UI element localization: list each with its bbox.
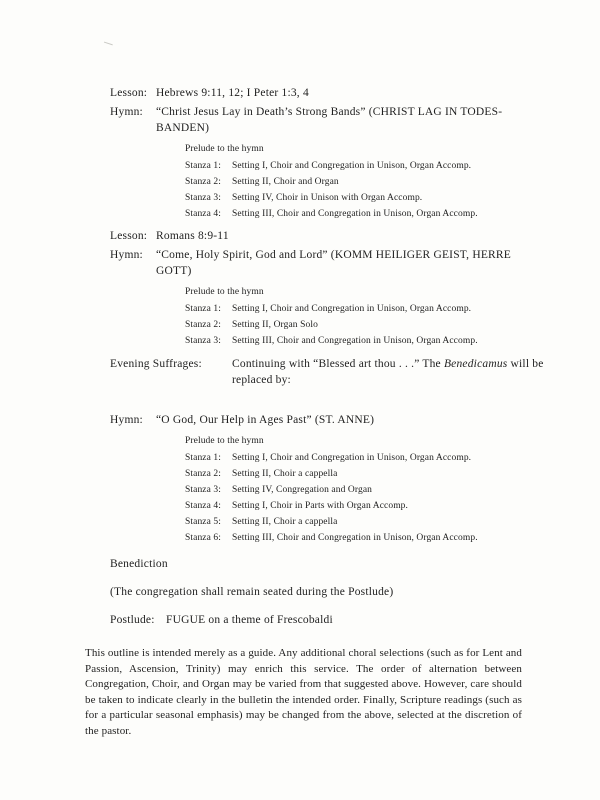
stanza-label: Stanza 4: bbox=[185, 501, 221, 511]
stanza-row bbox=[185, 303, 542, 315]
stanza-label: Stanza 2: bbox=[185, 320, 221, 330]
hymn1-label: Hymn: bbox=[110, 106, 143, 118]
stanza-text: Setting II, Organ Solo bbox=[232, 320, 318, 330]
stanza-text: Setting I, Choir and Congregation in Unison, Organ Accomp. bbox=[232, 161, 472, 171]
stanza-row bbox=[185, 335, 542, 347]
hymn3-title-line1: “O God, Our Help in Ages Past” (ST. ANNE) bbox=[156, 414, 375, 426]
evening-suffrages-entry bbox=[110, 356, 542, 388]
stanza-row bbox=[185, 532, 542, 544]
hymn3-stanza-block bbox=[185, 435, 542, 544]
lesson2-entry bbox=[110, 228, 542, 244]
stanza-text: Setting I, Choir in Parts with Organ Accomp. bbox=[232, 501, 409, 511]
lesson2-text: Romans 8:9-11 bbox=[156, 230, 229, 242]
stanza-text: Setting II, Choir a cappella bbox=[232, 469, 338, 479]
stanza-label: Stanza 2: bbox=[185, 177, 221, 187]
stanza-row bbox=[185, 160, 542, 172]
postlude-text: FUGUE on a theme of Frescobaldi bbox=[166, 614, 333, 626]
hymn1-entry bbox=[110, 104, 542, 136]
hymn2-entry bbox=[110, 247, 542, 279]
stanza-label: Stanza 4: bbox=[185, 209, 221, 219]
hymn1-prelude-note: Prelude to the hymn bbox=[185, 144, 264, 154]
hymn2-label: Hymn: bbox=[110, 249, 143, 261]
stanza-label: Stanza 1: bbox=[185, 304, 221, 314]
hymn1-title bbox=[156, 104, 542, 136]
hymn1-title-line1: “Christ Jesus Lay in Death’s Strong Bands” (CHRIST LAG IN TODES- bbox=[156, 106, 503, 118]
stanza-label: Stanza 3: bbox=[185, 336, 221, 346]
stanza-text: Setting IV, Congregation and Organ bbox=[232, 485, 372, 495]
stanza-text: Setting III, Choir and Congregation in Unison, Organ Accomp. bbox=[232, 533, 478, 543]
stanza-label: Stanza 2: bbox=[185, 469, 221, 479]
stanza-label: Stanza 3: bbox=[185, 485, 221, 495]
stanza-label: Stanza 3: bbox=[185, 193, 221, 203]
lesson1-text: Hebrews 9:11, 12; I Peter 1:3, 4 bbox=[156, 87, 309, 99]
guideline-footnote: This outline is intended merely as a guide. Any additional choral selections (such as for Lent and Passion, Ascension, Trinity) may enrich this service. The order of alternation between Congregation, Choir, and Organ may be varied from that suggested above. However, care should be taken to indicate clearly in the bulletin the intended order. Finally, Scripture readings (such as for a particular seasonal emphasis) may be changed from the above, selected at the discretion of the pastor. bbox=[85, 647, 522, 737]
hymn2-prelude-note: Prelude to the hymn bbox=[185, 287, 264, 297]
stanza-text: Setting III, Choir and Congregation in Unison, Organ Accomp. bbox=[232, 209, 478, 219]
stanza-text: Setting I, Choir and Congregation in Unison, Organ Accomp. bbox=[232, 304, 472, 314]
suffrages-line2: replaced by: bbox=[232, 374, 291, 386]
hymn2-title-line2: GOTT) bbox=[156, 265, 192, 277]
suffrages-line1 bbox=[232, 356, 544, 372]
stanza-row bbox=[185, 516, 542, 528]
stanza-text: Setting I, Choir and Congregation in Unison, Organ Accomp. bbox=[232, 453, 472, 463]
hymn2-title bbox=[156, 247, 542, 279]
hymn2-stanza-block bbox=[185, 286, 542, 347]
stanza-row bbox=[185, 468, 542, 480]
suffrages-line1-post: will be bbox=[507, 358, 544, 370]
stanza-text: Setting II, Choir a cappella bbox=[232, 517, 338, 527]
benedicamus-italic: Benedicamus bbox=[443, 358, 508, 370]
stanza-row bbox=[185, 192, 542, 204]
stanza-label: Stanza 1: bbox=[185, 161, 221, 171]
stanza-row bbox=[185, 319, 542, 331]
lesson1-label: Lesson: bbox=[110, 87, 148, 99]
hymn3-entry bbox=[110, 412, 542, 428]
stanza-text: Setting II, Choir and Organ bbox=[232, 177, 339, 187]
stanza-label: Stanza 1: bbox=[185, 453, 221, 463]
stanza-row bbox=[185, 500, 542, 512]
stanza-text: Setting III, Choir and Congregation in Unison, Organ Accomp. bbox=[232, 336, 478, 346]
hymn1-stanza-block bbox=[185, 143, 542, 220]
postlude-congregation-note: (The congregation shall remain seated during the Postlude) bbox=[110, 586, 394, 598]
stanza-label: Stanza 6: bbox=[185, 533, 221, 543]
postlude-label: Postlude: bbox=[110, 614, 155, 626]
benediction-heading: Benediction bbox=[110, 558, 168, 570]
suffrages-text bbox=[232, 356, 544, 388]
postlude-entry bbox=[110, 612, 542, 628]
hymn3-label: Hymn: bbox=[110, 414, 143, 426]
hymn3-prelude-note: Prelude to the hymn bbox=[185, 436, 264, 446]
stanza-row bbox=[185, 484, 542, 496]
suffrages-label: Evening Suffrages: bbox=[110, 358, 202, 370]
stanza-row bbox=[185, 452, 542, 464]
hymn1-title-line2: BANDEN) bbox=[156, 122, 210, 134]
stanza-row bbox=[185, 208, 542, 220]
suffrages-line1-pre: Continuing with “Blessed art thou . . .” The bbox=[232, 358, 444, 370]
scan-artifact bbox=[104, 41, 113, 46]
lesson1-entry bbox=[110, 85, 542, 101]
hymn2-title-line1: “Come, Holy Spirit, God and Lord” (KOMM HEILIGER GEIST, HERRE bbox=[156, 249, 512, 261]
stanza-text: Setting IV, Choir in Unison with Organ Accomp. bbox=[232, 193, 423, 203]
hymn3-title bbox=[156, 412, 542, 428]
lesson2-label: Lesson: bbox=[110, 230, 148, 242]
stanza-label: Stanza 5: bbox=[185, 517, 221, 527]
stanza-row bbox=[185, 176, 542, 188]
